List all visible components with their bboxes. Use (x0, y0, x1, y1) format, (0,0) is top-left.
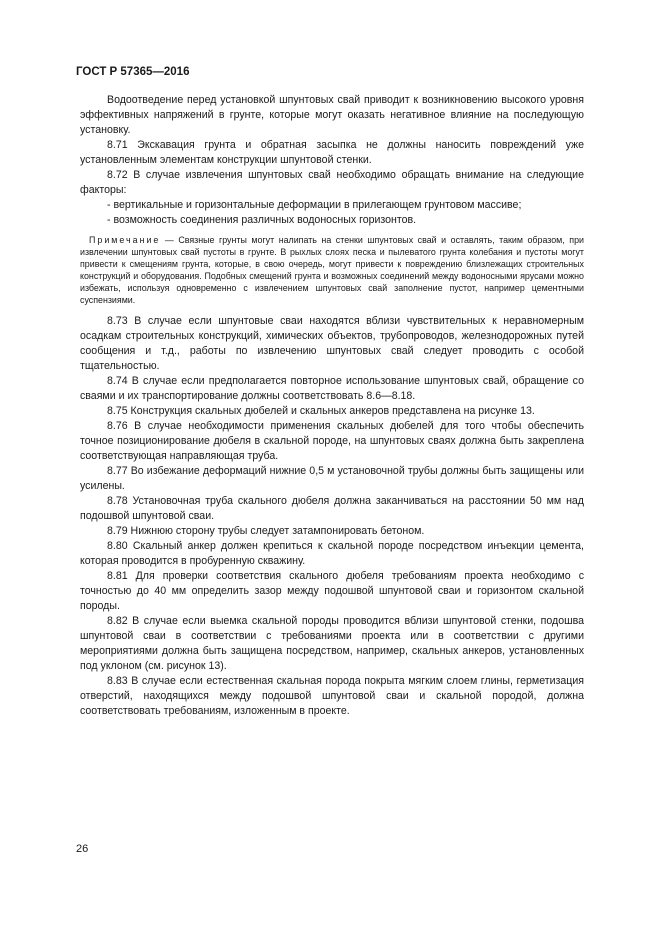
note-label: Примечание (89, 235, 161, 245)
page-number: 26 (76, 843, 89, 855)
document-body (80, 93, 584, 719)
paragraph-8-80: 8.80 Скальный анкер должен крепиться к скальной породе посредством инъекции цемента, которая проводится в пробуренную скважину. (80, 540, 584, 567)
paragraph-8-74: 8.74 В случае если предполагается повторное использование шпунтовых свай, обращение со сваями и их транспортирование должны соответствовать 8.6—8.18. (80, 375, 584, 402)
paragraph-8-83: 8.83 В случае если естественная скальная порода покрыта мягким слоем глины, герметизация отверстий, находящихся между подошвой шпунтовой сваи и скальной породой, должна соответствовать требованиям, изложенным в проекте. (80, 675, 584, 717)
paragraph-8-75: 8.75 Конструкция скальных дюбелей и скальных анкеров представлена на рисунке 13. (107, 405, 535, 417)
list-item: - вертикальные и горизонтальные деформации в прилегающем грунтовом массиве; (107, 199, 522, 211)
paragraph-8-72: 8.72 В случае извлечения шпунтовых свай необходимо обращать внимание на следующие факторы: (80, 169, 584, 196)
note-paragraph (80, 234, 584, 306)
paragraph-8-76: 8.76 В случае необходимости применения скальных дюбелей для того чтобы обеспечить точное позиционирование дюбеля в скальной породе, на шпунтовых сваях должна быть закреплена соответствующая направляющая труба. (80, 420, 584, 462)
paragraph-8-71: 8.71 Экскавация грунта и обратная засыпка не должны наносить повреждений уже установленным элементам конструкции шпунтовой стенки. (80, 139, 584, 166)
paragraph-8-81: 8.81 Для проверки соответствия скального дюбеля требованиям проекта необходимо с точностью до 40 мм определить зазор между подошвой шпунтовой сваи и горизонтом скальной породы. (80, 570, 584, 612)
paragraph-8-79: 8.79 Нижнюю сторону трубы следует затампонировать бетоном. (107, 525, 425, 537)
paragraph-8-82: 8.82 В случае если выемка скальной породы проводится вблизи шпунтовой стенки, подошва шпунтовой сваи в соответствии с требованиями проекта или в соответствии с другими мероприятиями должна быть защищена посредством, например, скальных анкеров, установленных под уклоном (см. рисунок 13). (80, 615, 584, 672)
note-text: — Связные грунты могут налипать на стенки шпунтовых свай и оставлять, таким образом, при извлечении шпунтовых свай пустоты в грунте. В рыхлых слоях песка и пылеватого грунта колебания и пустоты могут привести к смещениям грунта, которые, в свою очередь, могут привести к повреждению близлежащих строительных конструкций и оборудования. Подобных смещений грунта и возможных соединений между водоносными ярусами можно избежать, используя одновременно с извлечением шпунтовых свай заполнение пустот, например цементными суспензиями. (80, 235, 584, 305)
paragraph-8-77: 8.77 Во избежание деформаций нижние 0,5 м установочной трубы должны быть защищены или усилены. (80, 465, 584, 492)
paragraph-8-78: 8.78 Установочная труба скального дюбеля должна заканчиваться на расстоянии 50 мм над подошвой шпунтовой сваи. (80, 495, 584, 522)
list-item: - возможность соединения различных водоносных горизонтов. (107, 214, 417, 226)
paragraph-intro: Водоотведение перед установкой шпунтовых свай приводит к возникновению высокого уровня эффективных напряжений в грунте, которые могут оказать негативное влияние на последующую установку. (80, 94, 584, 136)
paragraph-8-73: 8.73 В случае если шпунтовые сваи находятся вблизи чувствительных к неравномерным осадкам строительных конструкций, химических объектов, трубопроводов, железнодорожных путей сообщения и т.д., работы по извлечению шпунтовых свай следует проводить с особой тщательностью. (80, 315, 584, 372)
document-header: ГОСТ Р 57365—2016 (76, 66, 190, 78)
